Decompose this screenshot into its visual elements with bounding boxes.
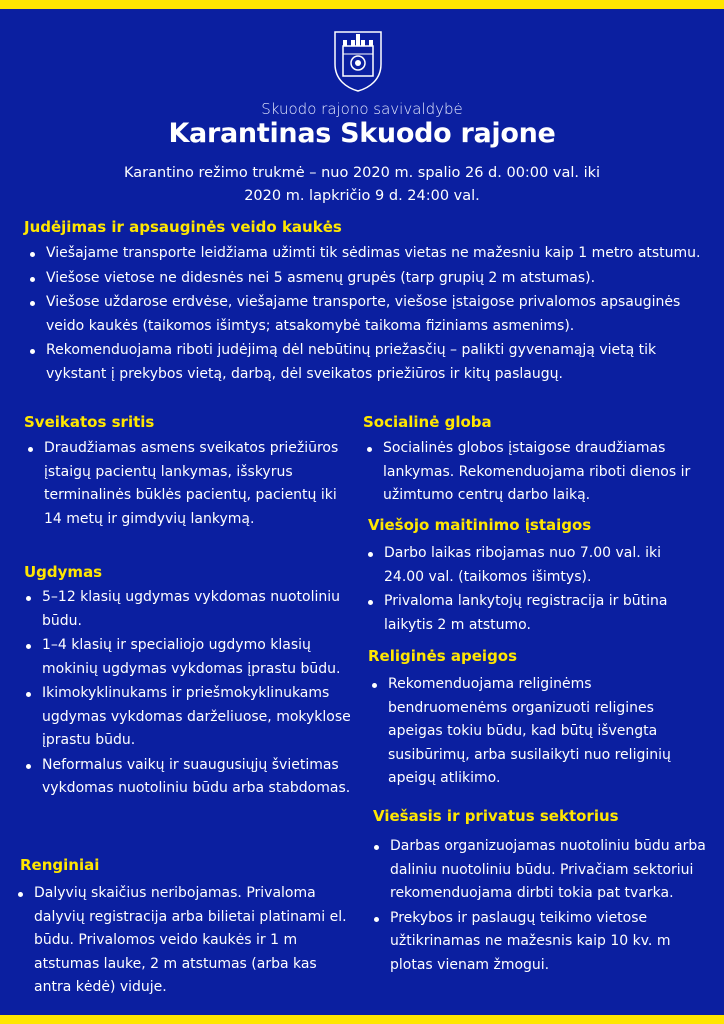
list-item: Viešose uždarose erdvėse, viešajame transporte, viešose įstaigose privalomos apsauginės veido kaukės (taikomos išimtys; atsakomybė taikoma fiziniams asmenims). bbox=[24, 291, 709, 338]
section-title-social: Socialinė globa bbox=[363, 413, 492, 431]
duration-line-2: 2020 m. lapkričio 9 d. 24:00 val. bbox=[244, 188, 480, 204]
top-accent-bar bbox=[0, 0, 724, 9]
page-title: Karantinas Skuodo rajone bbox=[168, 118, 556, 149]
quarantine-duration bbox=[80, 162, 644, 208]
list-item: Neformalus vaikų ir suaugusiųjų švietimas vykdomas nuotoliniu būdu arba stabdomas. bbox=[20, 754, 360, 801]
list-item: Ikimokyklinukams ir priešmokyklinukams ugdymas vykdomas darželiuose, mokyklose įprastu būdu. bbox=[20, 682, 360, 753]
list-item: Socialinės globos įstaigose draudžiamas lankymas. Rekomenduojama riboti dienos ir užimtumo centrų darbo laiką. bbox=[361, 437, 706, 508]
list-item: Rekomenduojama religinėms bendruomenėms organizuoti religines apeigas tokiu būdu, kad būtų išvengta susibūrimų, arba susilaikyti nuo religinių apeigų atlikimo. bbox=[366, 673, 711, 791]
section-title-events: Renginiai bbox=[20, 856, 100, 874]
list-item: Prekybos ir paslaugų teikimo vietose užtikrinamas ne mažesnis kaip 10 kv. m plotas vienam žmogui. bbox=[368, 907, 708, 978]
municipality-name: Skuodo rajono savivaldybė bbox=[261, 100, 463, 118]
bottom-accent-bar bbox=[0, 1015, 724, 1024]
list-item: Draudžiamas asmens sveikatos priežiūros įstaigų pacientų lankymas, išskyrus terminalinės būklės pacientų, pacientų iki 14 metų ir gimdyvių lankymą. bbox=[22, 437, 344, 531]
list-religious bbox=[366, 673, 711, 792]
list-education bbox=[20, 586, 360, 802]
list-health bbox=[22, 437, 344, 532]
coat-of-arms-icon bbox=[333, 30, 383, 92]
section-title-religious: Religinės apeigos bbox=[368, 647, 518, 665]
list-item: Dalyvių skaičius neribojamas. Privaloma dalyvių registracija arba bilietai platinami el. būdu. Privalomos veido kaukės ir 1 m atstumas lauke, 2 m atstumas (arba kas antra kėdė) viduje. bbox=[12, 882, 347, 1000]
list-item: 5–12 klasių ugdymas vykdomas nuotoliniu būdu. bbox=[20, 586, 360, 633]
list-item: Privaloma lankytojų registracija ir būtina laikytis 2 m atstumo. bbox=[362, 590, 702, 637]
list-item: Rekomenduojama riboti judėjimą dėl nebūtinų priežasčių – palikti gyvenamąją vietą tik vykstant į prekybos vietą, darbą, dėl sveikatos priežiūros ir kitų paslaugų. bbox=[24, 339, 709, 386]
duration-line-1: Karantino režimo trukmė – nuo 2020 m. spalio 26 d. 00:00 val. iki bbox=[123, 165, 601, 181]
section-title-catering: Viešojo maitinimo įstaigos bbox=[368, 516, 592, 534]
list-item: Viešajame transporte leidžiama užimti tik sėdimas vietas ne mažesniu kaip 1 metro atstumu. bbox=[24, 242, 709, 266]
section-title-sector: Viešasis ir privatus sektorius bbox=[373, 807, 619, 825]
list-item: Viešose vietose ne didesnės nei 5 asmenų grupės (tarp grupių 2 m atstumas). bbox=[24, 267, 709, 291]
list-item: Darbas organizuojamas nuotoliniu būdu arba daliniu nuotoliniu būdu. Privačiam sektoriui rekomenduojama dirbti tokia pat tvarka. bbox=[368, 835, 708, 906]
list-events bbox=[12, 882, 347, 1001]
list-item: Darbo laikas ribojamas nuo 7.00 val. iki 24.00 val. (taikomos išimtys). bbox=[362, 542, 702, 589]
section-title-health: Sveikatos sritis bbox=[24, 413, 155, 431]
section-title-movement: Judėjimas ir apsauginės veido kaukės bbox=[24, 218, 342, 236]
list-item: 1–4 klasių ir specialiojo ugdymo klasių mokinių ugdymas vykdomas įprastu būdu. bbox=[20, 634, 360, 681]
section-title-education: Ugdymas bbox=[24, 563, 103, 581]
list-catering bbox=[362, 542, 702, 638]
list-movement bbox=[24, 242, 709, 387]
list-social bbox=[361, 437, 706, 509]
list-sector bbox=[368, 835, 708, 978]
